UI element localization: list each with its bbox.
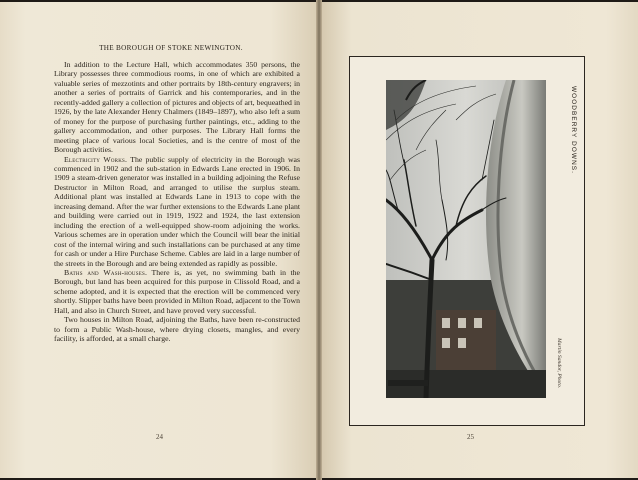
paragraph-text: In addition to the Lecture Hall, which accommodates 350 persons, the Library possesses three commodious rooms, in one of which are exhibited a valuable series of mezzotints and other portraits by 18th-century engravers; in another a series of portraits of Garrick and his contemporaries, and in the recently-added gallery a collection of pictures and objects of art, bequeathed in 1926, by the late Alexander Henry Chalmers (1849–1897), who also left a sum of money for the purpose of purchasing further paintings, etc., adding to the gallery accommodation, and other purposes. The Library Hall forms the meeting place of various local Societies, and is the centre of most of the Borough activities. (54, 60, 300, 155)
running-head: THE BOROUGH OF STOKE NEWINGTON. (99, 44, 243, 52)
paragraph-baths (54, 268, 300, 315)
paragraph-text: The public supply of electricity in the Borough was commenced in 1902 and the sub-station in Edwards Lane erected in 1906. In 1909 a steam-driven generator was installed in a building adjoining the Refuse Destructor in Milton Road, and arranged to utilise the surplus steam. Additional plant was installed at Edwards Lane in 1913 to cope with the increasing demand. After the war further extensions to the Edwards Lane plant and building were carried out in 1919, 1922 and 1924, the last extension including the erection of a well-equipped show-room adjoining the works. Various schemes are in operation under which the Council will bear the initial cost of the internal wiring and such installations can be purchased at any time for cash or under a Hire Purchase Scheme. Cables are laid in a large number of the streets in the Borough and are being extended as rapidly as possible. (54, 154, 301, 268)
page-number-right: 25 (467, 433, 474, 441)
plate-title: WOODBERRY DOWNS. (570, 86, 577, 175)
woodberry-downs-photograph (386, 80, 546, 398)
book-gutter (316, 0, 322, 480)
paragraph-wash-house (54, 315, 300, 343)
section-heading-electricity: Electricity Works. (64, 154, 128, 164)
photo-credit: Martin Sandor, Photo. (556, 338, 562, 389)
paragraph-library (54, 60, 300, 155)
section-heading-baths: Baths and Wash-houses. (64, 267, 148, 277)
page-number-left: 24 (156, 433, 163, 441)
paragraph-text: Two houses in Milton Road, adjoining the Baths, have been re-constructed to form a Public Wash-house, where drying closets, mangles, and every facility, is afforded, at a small charge. (54, 315, 300, 344)
paragraph-text: There is, as yet, no swimming bath in the Borough, but land has been acquired for this purpose in Clissold Road, and a scheme adopted, and it is expected that the erection will be commenced very shortly. Slipper baths have been provided in Milton Road, adjacent to the Town Hall, and also in Church Street, and have proved very successful. (54, 267, 300, 315)
paragraph-electricity (54, 155, 300, 268)
left-page-body (54, 60, 300, 344)
